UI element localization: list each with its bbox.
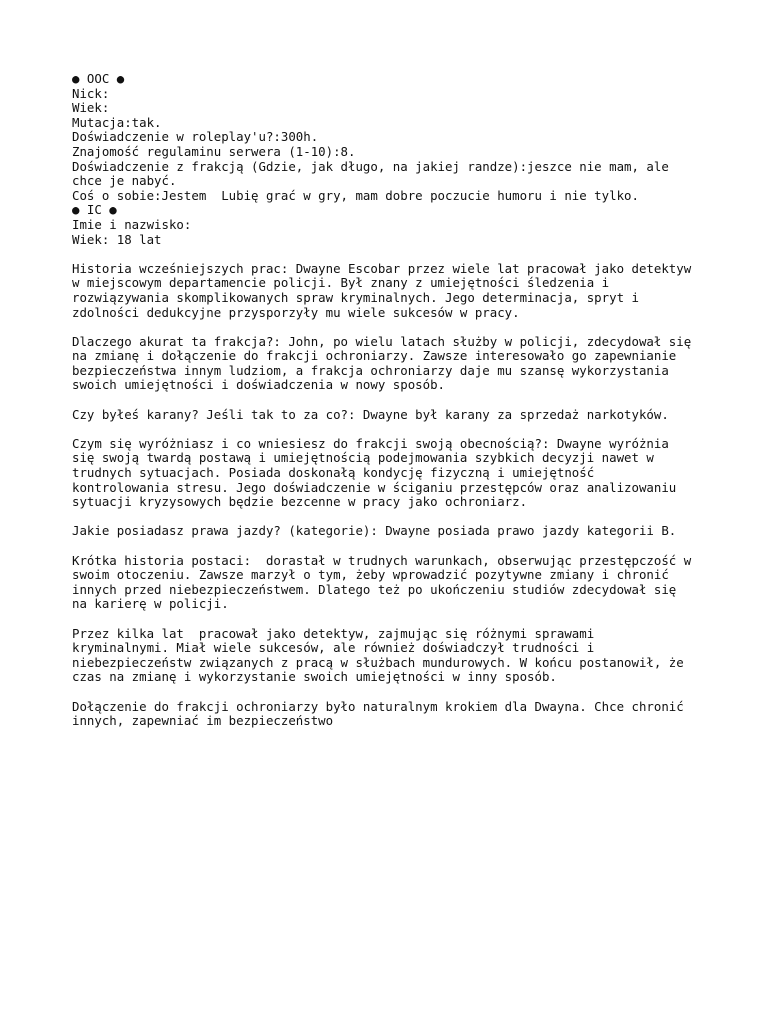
ooc-frakcja-line-2: chce je nabyć.: [72, 173, 177, 189]
ooc-section: [72, 72, 712, 247]
paragraph-line: Czy byłeś karany? Jeśli tak to za co?: Dwayne był karany za sprzedaż narkotyków.: [72, 406, 669, 422]
paragraph-line: się swoją twardą postawą i umiejętnością podejmowania szybkich decyzji nawet w: [72, 450, 654, 466]
paragraph-line: Dlaczego akurat ta frakcja?: John, po wielu latach służby w policji, zdecydował się: [72, 333, 692, 349]
paragraph-wyroznia: [72, 437, 712, 510]
paragraph-line: innych przed niebezpieczeństwem. Dlatego też po ukończeniu studiów zdecydował się: [72, 581, 677, 597]
paragraph-dlaczego-frakcja: [72, 335, 712, 393]
paragraph-line: Historia wcześniejszych prac: Dwayne Escobar przez wiele lat pracował jako detektyw: [72, 260, 692, 276]
paragraph-line: trudnych sytuacjach. Posiada doskonałą kondycję fizyczną i umiejętność: [72, 465, 595, 481]
paragraph-line: niebezpieczeństw związanych z pracą w służbach mundurowych. W końcu postanowił, że: [72, 654, 684, 670]
paragraph-line: Jakie posiadasz prawa jazdy? (kategorie): Dwayne posiada prawo jazdy kategorii B.: [72, 523, 677, 539]
paragraph-historia-prac: [72, 262, 712, 320]
paragraph-karany: [72, 408, 712, 423]
paragraph-line: Przez kilka lat pracował jako detektyw, zajmując się różnymi sprawami: [72, 625, 595, 641]
paragraph-line: czas na zmianę i wykorzystanie swoich umiejętności w inny sposób.: [72, 669, 557, 685]
ooc-wiek: Wiek:: [72, 100, 110, 116]
paragraph-line: Dołączenie do frakcji ochroniarzy było naturalnym krokiem dla Dwayna. Chce chronić: [72, 698, 684, 714]
paragraph-line: swoich umiejętności i doświadczenia w nowy sposób.: [72, 377, 445, 393]
paragraph-line: innych, zapewniać im bezpieczeństwo: [72, 713, 334, 729]
paragraph-line: zdolności dedukcyjne przysporzyły mu wiele sukcesów w pracy.: [72, 304, 520, 320]
paragraph-detektyw: [72, 627, 712, 685]
ooc-doswiadczenie-rp: Doświadczenie w roleplay'u?:300h.: [72, 129, 319, 145]
paragraph-line: sytuacji kryzysowych będzie bezcenne w pracy jako ochroniarz.: [72, 494, 528, 510]
paragraph-line: kontrolowania stresu. Jego doświadczenie w ściganiu przestępców oraz analizowaniu: [72, 479, 677, 495]
paragraph-line: Krótka historia postaci: dorastał w trudnych warunkach, obserwując przestępczość w: [72, 552, 692, 568]
paragraph-historia-postaci: [72, 554, 712, 612]
paragraph-prawa-jazdy: [72, 524, 712, 539]
ooc-header: ● OOC ●: [72, 71, 125, 86]
paragraph-line: w miejscowym departamencie policji. Był znany z umiejętności śledzenia i: [72, 275, 610, 291]
paragraph-line: swoim otoczeniu. Zawsze marzył o tym, żeby wprowadzić pozytywne zmiany i chronić: [72, 567, 669, 583]
ooc-frakcja-line-1: Doświadczenie z frakcją (Gdzie, jak długo, na jakiej randze):jeszce nie mam, ale: [72, 158, 669, 174]
ooc-nick: Nick:: [72, 85, 110, 101]
paragraph-line: na karierę w policji.: [72, 596, 229, 612]
paragraph-line: Czym się wyróżniasz i co wniesiesz do frakcji swoją obecnością?: Dwayne wyróżnia: [72, 435, 669, 451]
ooc-znajomosc: Znajomość regulaminu serwera (1-10):8.: [72, 143, 356, 159]
paragraph-line: na zmianę i dołączenie do frakcji ochroniarzy. Zawsze interesowało go zapewnianie: [72, 348, 677, 364]
ooc-mutacja: Mutacja:tak.: [72, 114, 162, 130]
document-page: [72, 72, 712, 743]
ooc-o-sobie: Coś o sobie:Jestem Lubię grać w gry, mam dobre poczucie humoru i nie tylko.: [72, 187, 639, 203]
paragraph-line: rozwiązywania skomplikowanych spraw kryminalnych. Jego determinacja, spryt i: [72, 289, 639, 305]
paragraph-dolaczenie: [72, 700, 712, 729]
paragraph-line: bezpieczeństwa innym ludziom, a frakcja ochroniarzy daje mu szansę wykorzystania: [72, 362, 669, 378]
ic-wiek: Wiek: 18 lat: [72, 231, 162, 247]
paragraph-line: kryminalnymi. Miał wiele sukcesów, ale również doświadczył trudności i: [72, 640, 595, 656]
ic-header: ● IC ●: [72, 202, 117, 218]
ic-imie: Imie i nazwisko:: [72, 216, 192, 232]
